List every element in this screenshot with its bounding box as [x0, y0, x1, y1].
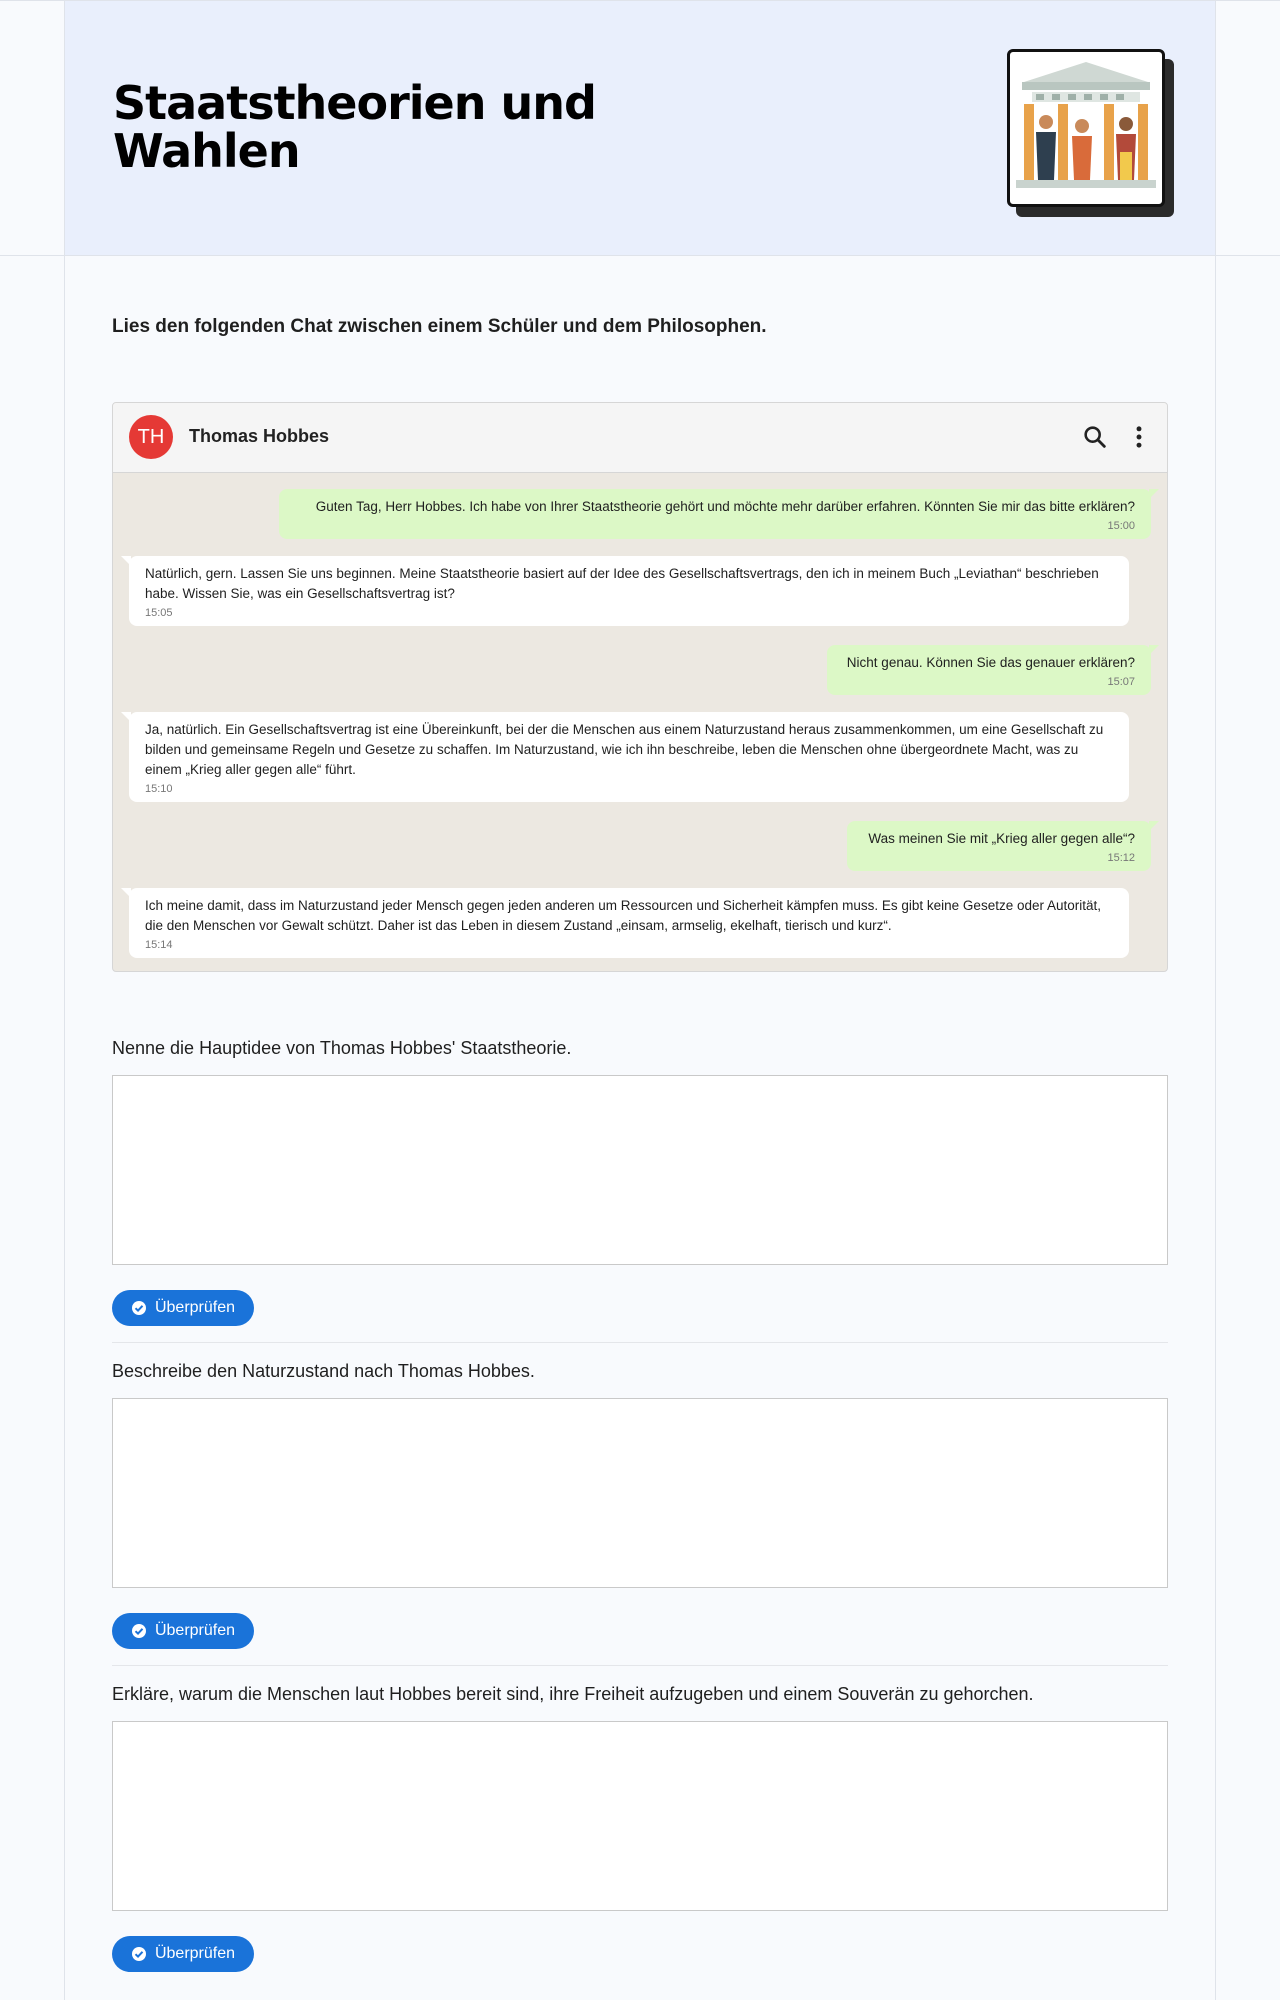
question-prompt: Nenne die Hauptidee von Thomas Hobbes' Staatstheorie. — [112, 1038, 572, 1058]
chat-header — [113, 403, 1167, 473]
answer-input[interactable] — [112, 1398, 1168, 1588]
message-time: 15:14 — [145, 939, 173, 951]
message-time: 15:00 — [1107, 520, 1135, 532]
message-time: 15:10 — [145, 783, 173, 795]
search-icon[interactable] — [1081, 423, 1109, 451]
question-prompt: Erkläre, warum die Menschen laut Hobbes bereit sind, ihre Freiheit aufzugeben und einem Souverän zu gehorchen. — [112, 1684, 1034, 1704]
contact-name: Thomas Hobbes — [189, 426, 330, 446]
check-button-label: Überprüfen — [154, 1299, 236, 1316]
check-button[interactable] — [112, 1290, 254, 1326]
more-vert-icon[interactable] — [1125, 423, 1153, 451]
check-button-label: Überprüfen — [154, 1622, 236, 1639]
message-text: Was meinen Sie mit „Krieg aller gegen alle“? — [868, 831, 1135, 846]
message-time: 15:07 — [1107, 676, 1135, 688]
check-circle-icon — [131, 1300, 147, 1316]
answer-input[interactable] — [112, 1075, 1168, 1265]
temple-icon — [1010, 52, 1162, 204]
page-border-right — [1215, 0, 1216, 2000]
chat-message-incoming — [129, 888, 1129, 958]
message-text: Ja, natürlich. Ein Gesellschaftsvertrag ist eine Übereinkunft, bei der die Menschen aus einem Naturzustand heraus zusammenkommen, um eine Gesellschaft zu bilden und gemeinsame Regeln und Gesetze zu schaffen. Im Naturzustand, wie ich ihn beschreibe, leben die Menschen ohne übergeordnete Macht, was zu einem „Krieg aller gegen alle“ führt. — [145, 722, 1104, 777]
intro-text: Lies den folgenden Chat zwischen einem Schüler und dem Philosophen. — [112, 316, 767, 337]
chat-window — [112, 402, 1168, 972]
message-text: Natürlich, gern. Lassen Sie uns beginnen. Meine Staatstheorie basiert auf der Idee des Gesellschaftsvertrags, den ich in meinem Buch „Leviathan“ beschrieben habe. Wissen Sie, was ein Gesellschaftsvertrag ist? — [145, 566, 1099, 601]
chat-message-outgoing — [827, 645, 1151, 695]
check-circle-icon — [131, 1623, 147, 1639]
message-text: Guten Tag, Herr Hobbes. Ich habe von Ihrer Staatstheorie gehört und möchte mehr darüber erfahren. Könnten Sie mir das bitte erklären? — [315, 499, 1135, 514]
question-prompt: Beschreibe den Naturzustand nach Thomas Hobbes. — [112, 1361, 535, 1381]
message-time: 15:12 — [1107, 852, 1135, 864]
chat-message-incoming — [129, 556, 1129, 626]
answer-input[interactable] — [112, 1721, 1168, 1911]
check-button-label: Überprüfen — [154, 1945, 236, 1962]
page-border-left — [64, 0, 65, 2000]
check-circle-icon — [131, 1946, 147, 1962]
message-time: 15:05 — [145, 607, 173, 619]
page-header — [0, 0, 1280, 256]
chat-message-incoming — [129, 712, 1129, 802]
check-button[interactable] — [112, 1936, 254, 1972]
chat-message-outgoing — [279, 489, 1151, 539]
section-divider — [112, 1342, 1168, 1343]
chat-message-outgoing — [847, 821, 1151, 871]
header-panel — [65, 1, 1215, 255]
philosophers-illustration-icon — [1007, 49, 1165, 207]
message-text: Ich meine damit, dass im Naturzustand jeder Mensch gegen jeden anderen um Ressourcen und Sicherheit kämpfen muss. Es gibt keine Gesetze oder Autorität, die den Menschen vor Gewalt schützt. Daher ist das Leben in diesem Zustand „einsam, armselig, ekelhaft, tierisch und kurz“. — [145, 898, 1102, 933]
page-title: Staatstheorien und Wahlen — [113, 76, 596, 178]
avatar: TH — [129, 415, 173, 459]
message-text: Nicht genau. Können Sie das genauer erklären? — [846, 655, 1135, 670]
check-button[interactable] — [112, 1613, 254, 1649]
section-divider — [112, 1665, 1168, 1666]
